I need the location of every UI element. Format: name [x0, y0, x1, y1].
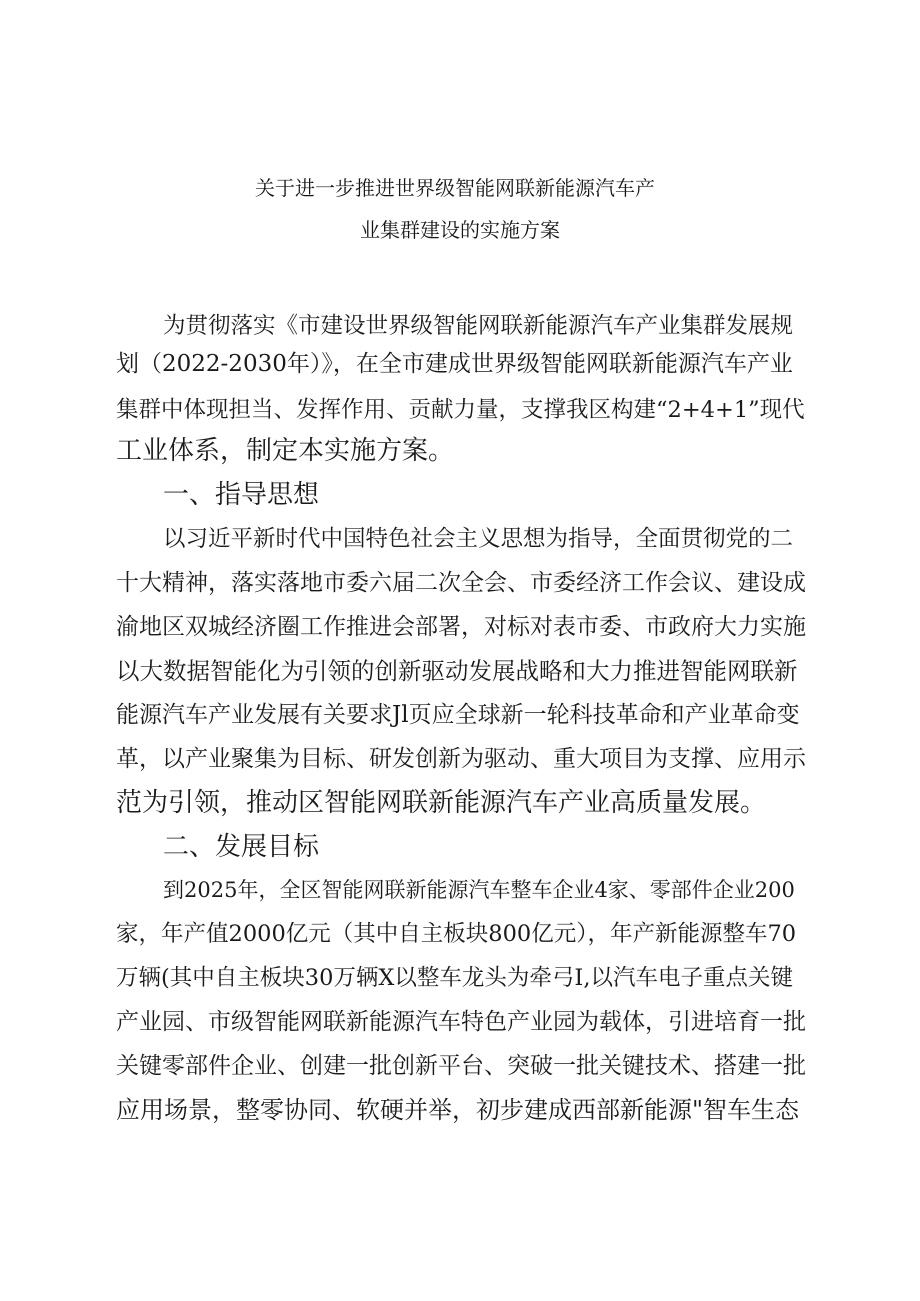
paragraph-line: 到2025年，全区智能网联新能源汽车整车企业4家、零部件企业200	[163, 878, 795, 902]
paragraph-line: 为贯彻落实《市建设世界级智能网联新能源汽车产业集群发展规	[163, 313, 794, 339]
paragraph-line: 以大数据智能化为引领的创新驱动发展战略和大力推进智能网联新	[116, 657, 798, 685]
paragraph-line: 万辆(其中自主板块30万辆X以整车龙头为牵弓I,以汽车电子重点关键	[116, 965, 793, 991]
paragraph-line: 以习近平新时代中国特色社会主义思想为指导，全面贯彻党的二	[163, 526, 794, 552]
paragraph-line: 应用场景，整零协同、软硬并举，初步建成西部新能源"智车生态	[116, 1096, 800, 1124]
section-heading: 二、发展目标	[163, 832, 320, 862]
paragraph-line: 渝地区双城经济圈工作推进会部署，对标对表市委、市政府大力实施	[116, 614, 806, 640]
paragraph-line: 范为引领，推动区智能网联新能源汽车产业高质量发展。	[116, 788, 767, 818]
paragraph-line: 革，以产业聚集为目标、研发创新为驱动、重大项目为支撑、应用示	[116, 746, 806, 772]
paragraph-line: 十大精神，落实落地市委六届二次全会、市委经济工作会议、建设成	[116, 570, 806, 596]
paragraph-line: 工业体系，制定本实施方案。	[116, 436, 455, 466]
document-title-line-2: 业集群建设的实施方案	[360, 218, 560, 242]
section-heading: 一、指导思想	[163, 480, 320, 510]
paragraph-line: 集群中体现担当、发挥作用、贡献力量，支撑我区构建“2+4+1”现代	[116, 397, 805, 423]
paragraph-line: 关键零部件企业、创建一批创新平台、突破一批关键技术、搭建一批	[116, 1053, 806, 1079]
paragraph-line: 产业园、市级智能网联新能源汽车特色产业园为载体，引进培育一批	[116, 1009, 806, 1035]
paragraph-line: 家，年产值2000亿元（其中自主板块800亿元），年产新能源整车70	[116, 921, 797, 947]
paragraph-line: 划（2022-2030年）》，在全市建成世界级智能网联新能源汽车产业	[116, 351, 793, 377]
paragraph-line: 能源汽车产业发展有关要求Jl页应全球新一轮科技革命和产业革命变	[116, 702, 800, 728]
document-title-line-1: 关于进一步推进世界级智能网联新能源汽车产	[255, 176, 655, 200]
